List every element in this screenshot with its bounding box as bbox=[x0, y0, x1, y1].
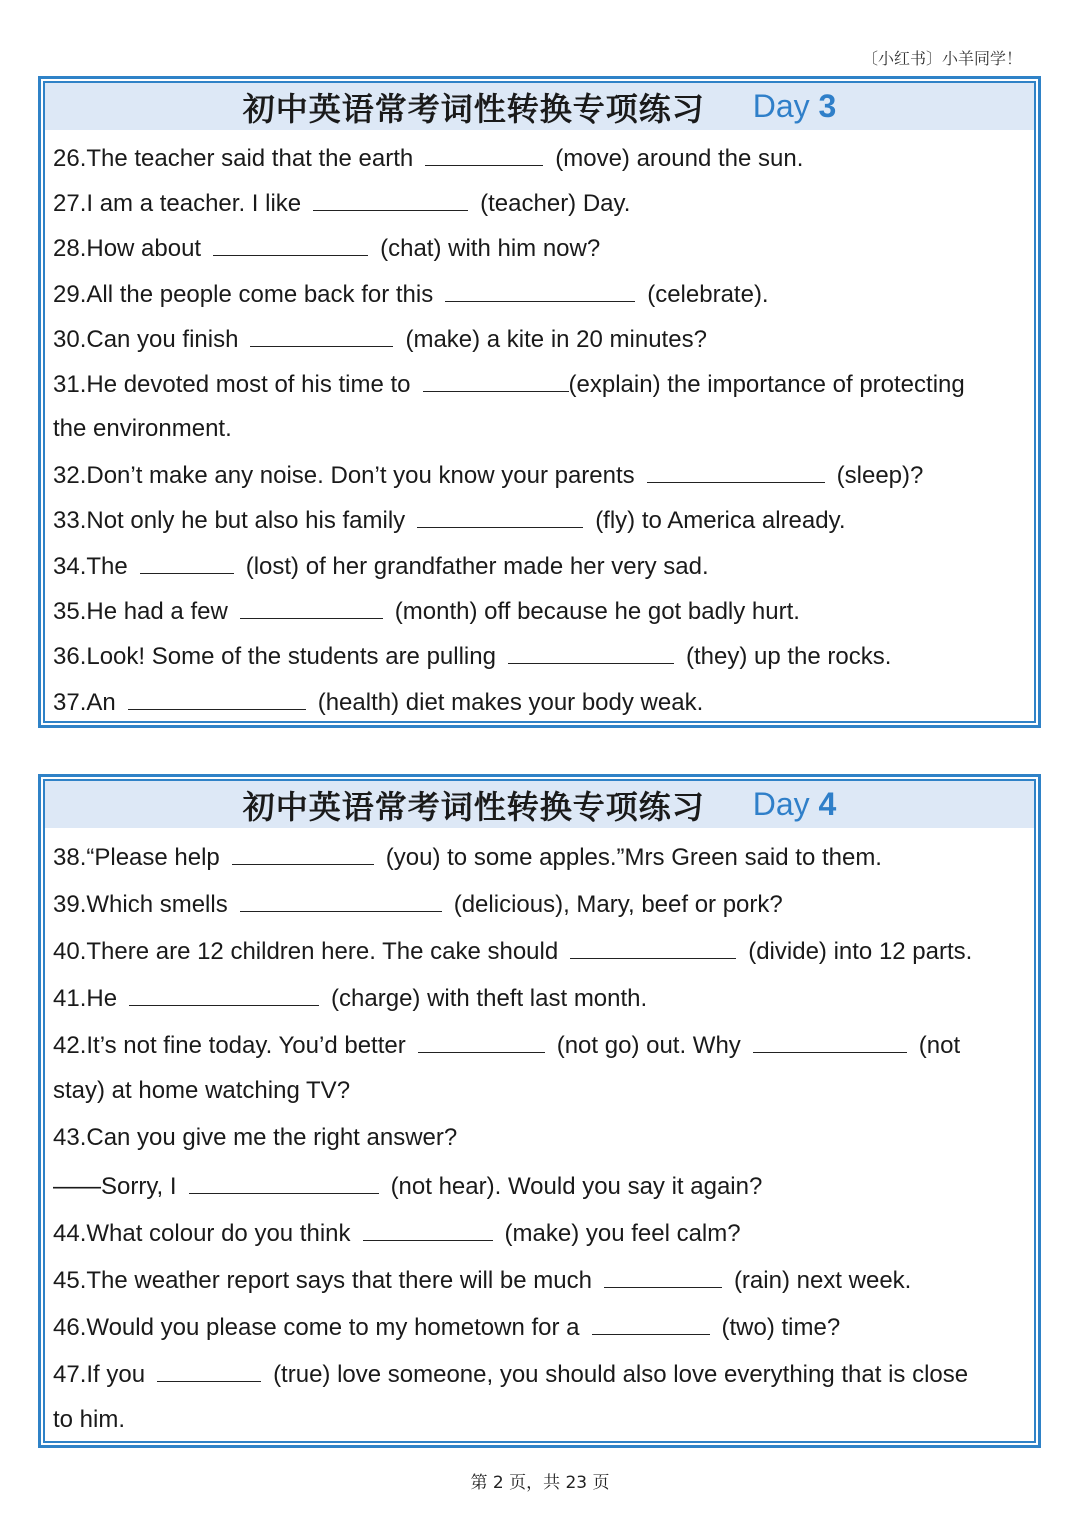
section-title-bar bbox=[45, 781, 1034, 828]
question-33: 33.Not only he but also his family (fly) to America already. bbox=[53, 507, 846, 534]
section-title: 初中英语常考词性转换专项练习 bbox=[242, 787, 705, 826]
exercise-box-day3 bbox=[38, 76, 1041, 728]
answer-blank[interactable] bbox=[417, 505, 583, 528]
answer-blank[interactable] bbox=[592, 1312, 710, 1335]
answer-blank[interactable] bbox=[140, 551, 234, 574]
answer-blank[interactable] bbox=[753, 1030, 907, 1053]
answer-blank[interactable] bbox=[240, 889, 442, 912]
question-39: 39.Which smells (delicious), Mary, beef or pork? bbox=[53, 891, 783, 918]
question-32: 32.Don’t make any noise. Don’t you know your parents (sleep)? bbox=[53, 462, 924, 489]
answer-blank[interactable] bbox=[128, 687, 306, 710]
section-title: 初中英语常考词性转换专项练习 bbox=[242, 89, 705, 128]
question-46: 46.Would you please come to my hometown for a (two) time? bbox=[53, 1314, 841, 1341]
question-36: 36.Look! Some of the students are pulling (they) up the rocks. bbox=[53, 643, 892, 670]
answer-blank[interactable] bbox=[363, 1218, 493, 1241]
answer-blank[interactable] bbox=[647, 460, 825, 483]
page-footer: 第 2 页，共 23 页 bbox=[470, 1473, 610, 1493]
answer-blank[interactable] bbox=[570, 936, 736, 959]
answer-blank[interactable] bbox=[423, 369, 569, 392]
question-40: 40.There are 12 children here. The cake should (divide) into 12 parts. bbox=[53, 938, 973, 965]
question-43: 43.Can you give me the right answer? bbox=[53, 1124, 458, 1151]
day-label: Day 4 bbox=[752, 786, 837, 822]
watermark-text: 〔小红书〕小羊同学！ bbox=[861, 49, 1022, 68]
question-28: 28.How about (chat) with him now? bbox=[53, 235, 601, 262]
question-44: 44.What colour do you think (make) you feel calm? bbox=[53, 1220, 741, 1247]
question-26: 26.The teacher said that the earth (move) around the sun. bbox=[53, 145, 804, 172]
question-34: 34.The (lost) of her grandfather made her very sad. bbox=[53, 553, 709, 580]
answer-blank[interactable] bbox=[157, 1359, 261, 1382]
question-38: 38.“Please help (you) to some apples.”Mrs Green said to them. bbox=[53, 844, 882, 871]
question-35: 35.He had a few (month) off because he got badly hurt. bbox=[53, 598, 800, 625]
answer-blank[interactable] bbox=[250, 324, 393, 347]
answer-blank[interactable] bbox=[240, 596, 383, 619]
question-42-cont: stay) at home watching TV? bbox=[53, 1077, 351, 1104]
question-45: 45.The weather report says that there will be much (rain) next week. bbox=[53, 1267, 912, 1294]
answer-blank[interactable] bbox=[445, 279, 635, 302]
question-37: 37.An (health) diet makes your body weak. bbox=[53, 689, 704, 716]
answer-blank[interactable] bbox=[129, 983, 319, 1006]
question-47-cont: to him. bbox=[53, 1406, 126, 1433]
question-47: 47.If you (true) love someone, you should also love everything that is close bbox=[53, 1361, 969, 1388]
answer-blank[interactable] bbox=[508, 641, 674, 664]
question-31-cont: the environment. bbox=[53, 415, 232, 442]
question-31: 31.He devoted most of his time to (explain) the importance of protecting bbox=[53, 371, 965, 398]
question-29: 29.All the people come back for this (celebrate). bbox=[53, 281, 769, 308]
answer-blank[interactable] bbox=[232, 842, 374, 865]
day-label: Day 3 bbox=[752, 88, 837, 124]
question-43-reply: ——Sorry, I (not hear). Would you say it again? bbox=[53, 1173, 763, 1200]
section-title-bar bbox=[45, 83, 1034, 130]
answer-blank[interactable] bbox=[418, 1030, 545, 1053]
question-30: 30.Can you finish (make) a kite in 20 minutes? bbox=[53, 326, 707, 353]
answer-blank[interactable] bbox=[425, 143, 543, 166]
exercise-box-day4 bbox=[38, 774, 1041, 1448]
question-42: 42.It’s not fine today. You’d better (not go) out. Why (not bbox=[53, 1032, 961, 1059]
answer-blank[interactable] bbox=[189, 1171, 379, 1194]
answer-blank[interactable] bbox=[313, 188, 468, 211]
question-27: 27.I am a teacher. I like (teacher) Day. bbox=[53, 190, 631, 217]
answer-blank[interactable] bbox=[213, 233, 368, 256]
answer-blank[interactable] bbox=[604, 1265, 722, 1288]
question-41: 41.He (charge) with theft last month. bbox=[53, 985, 648, 1012]
